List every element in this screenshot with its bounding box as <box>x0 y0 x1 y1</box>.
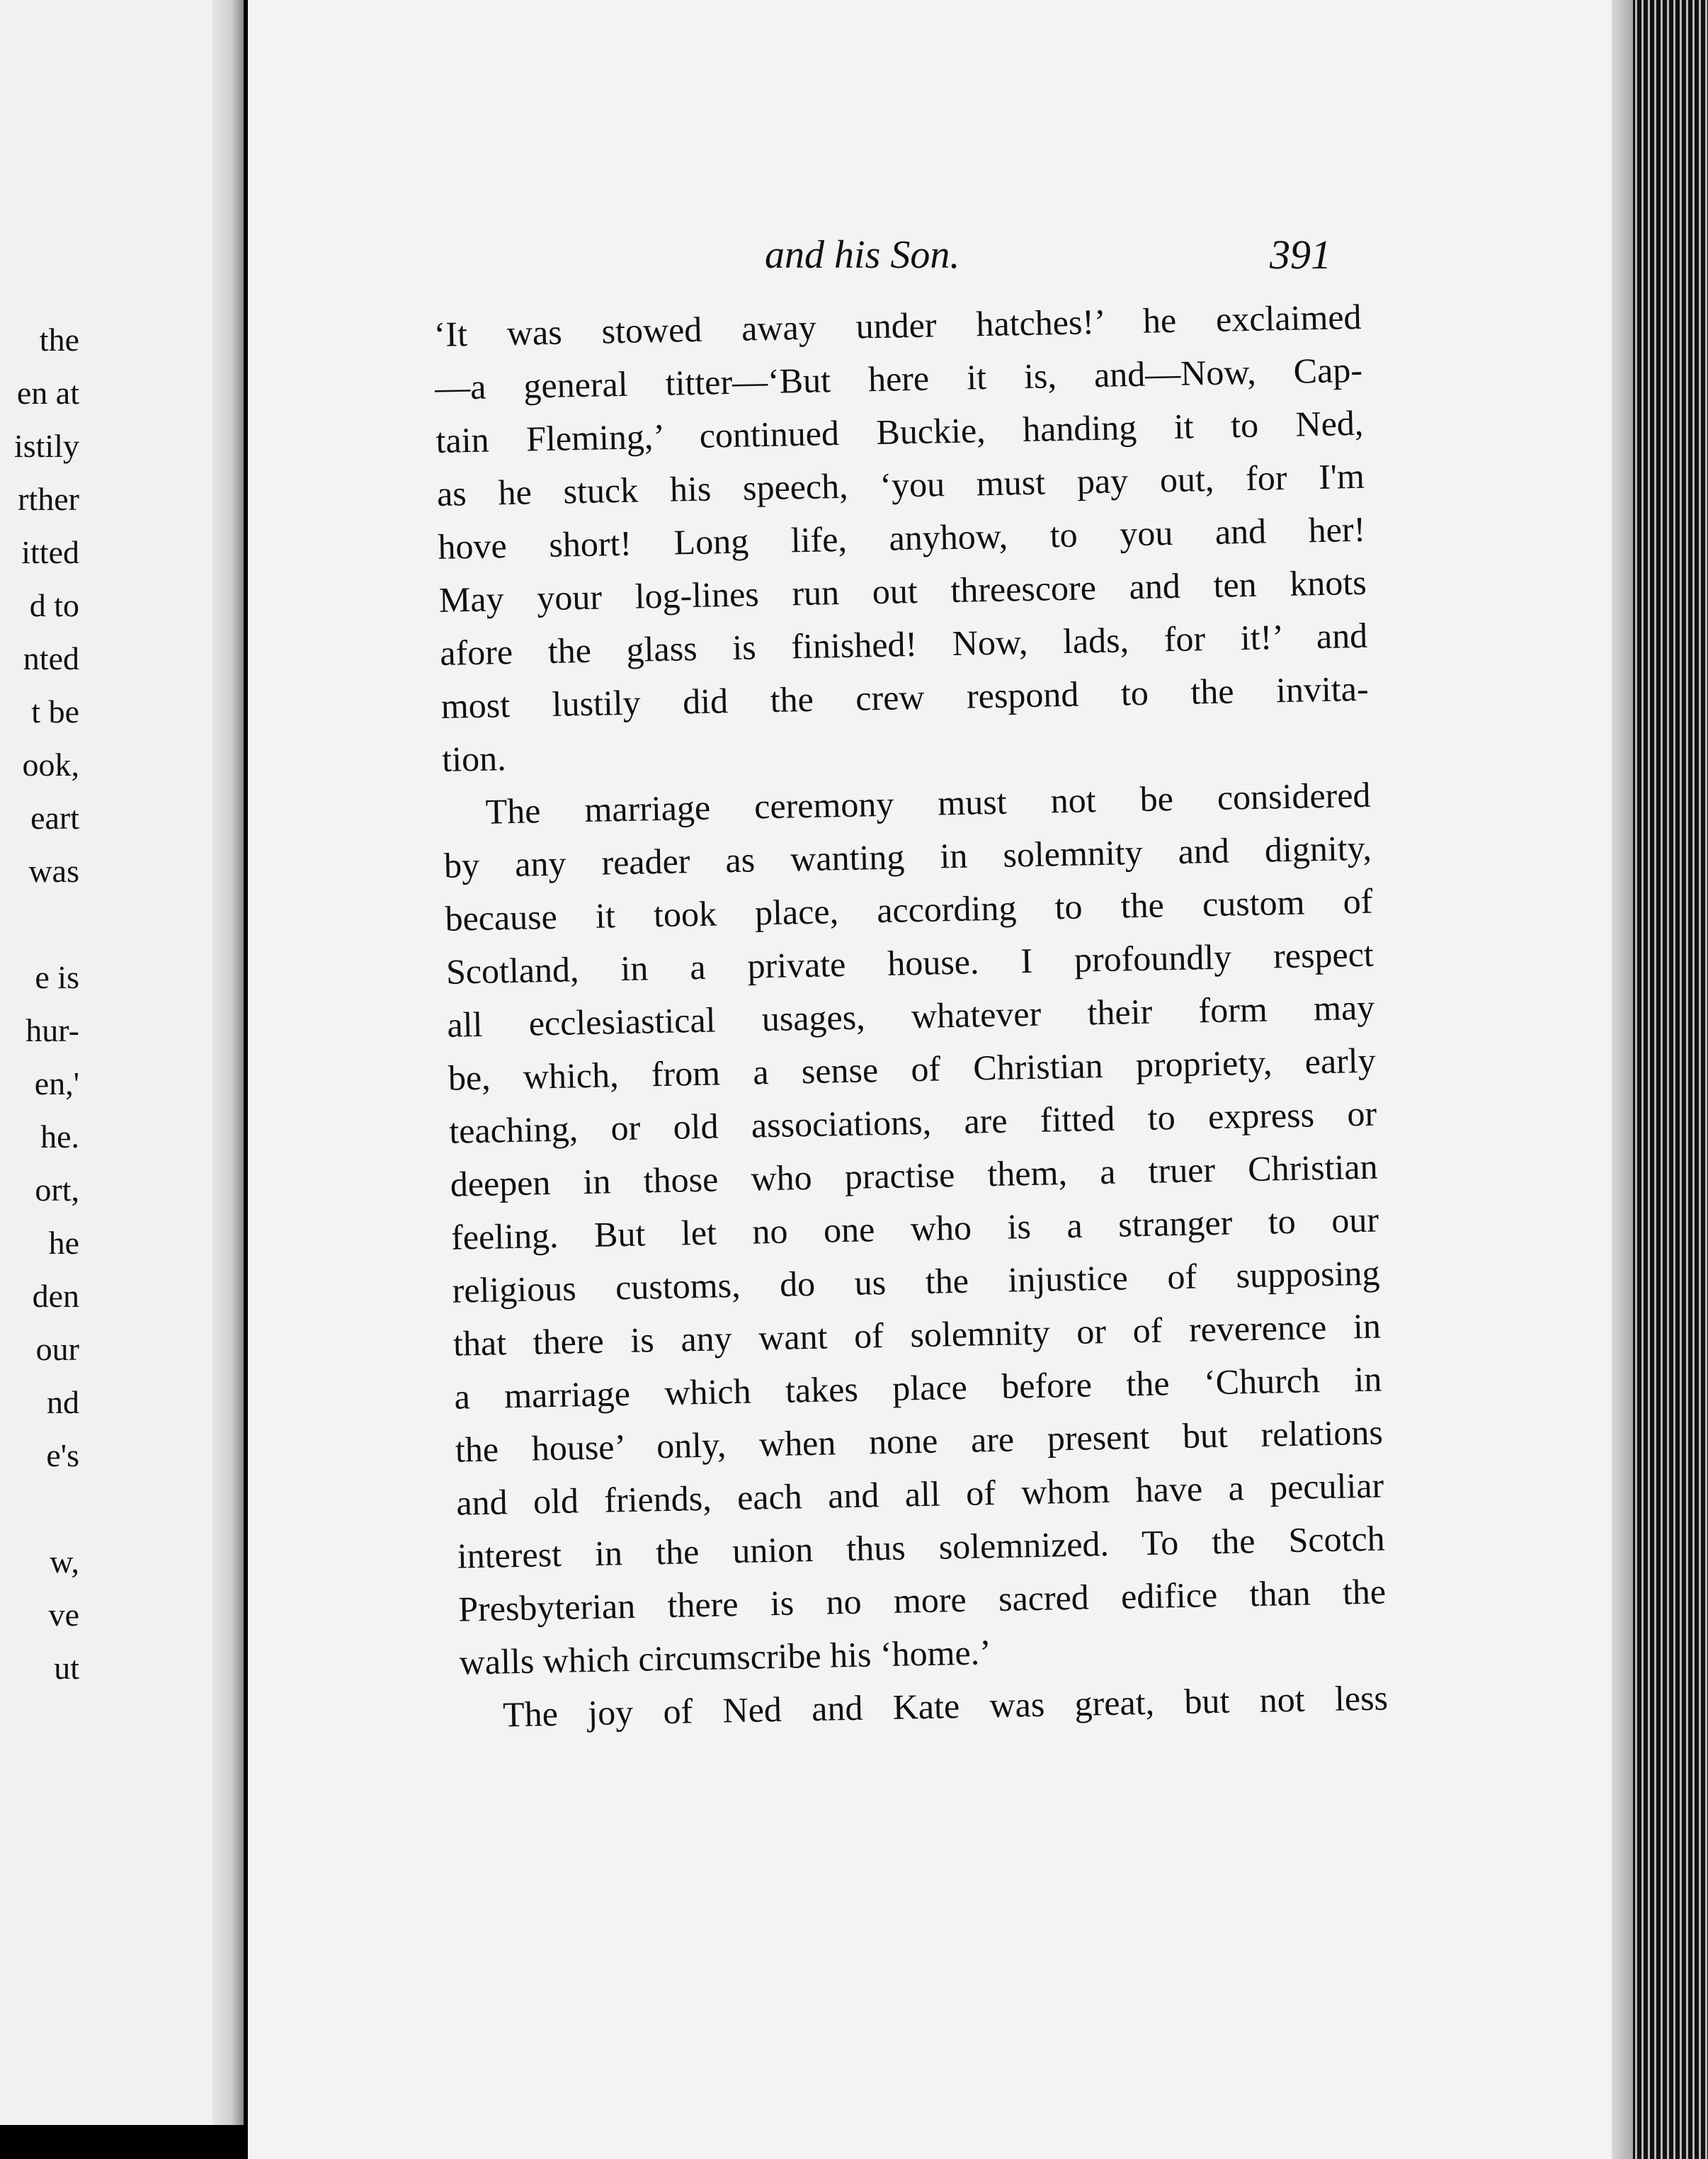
text-line: —a general titter—‘But here it is, and—Now, Cap- <box>434 349 1363 407</box>
text-line: interest in the union thus solemnized. To the Scotch <box>457 1518 1386 1576</box>
body-text <box>433 290 1389 1742</box>
left-page-line-fragment: eart <box>30 800 79 836</box>
left-page-line-fragment: ook, <box>22 747 79 783</box>
left-page-line-fragment <box>0 903 79 946</box>
text-line: Presbyterian there is no more sacred edifice than the <box>457 1571 1387 1629</box>
left-page-line-fragment: itted <box>21 534 79 570</box>
text-line: most lustily did the crew respond to the invita- <box>440 668 1370 726</box>
text-line: by any reader as wanting in solemnity and dignity, <box>443 827 1372 885</box>
left-page-line-fragment: den <box>32 1278 79 1314</box>
text-line: religious customs, do us the injustice of supposing <box>452 1252 1380 1310</box>
text-line: deepen in those who practise them, a truer Christian <box>450 1146 1379 1204</box>
text-line: feeling. But let no one who is a stranger to our <box>450 1199 1379 1257</box>
text-line: because it took place, according to the custom of <box>445 880 1373 939</box>
left-facing-page <box>0 0 241 2125</box>
left-page-line-fragment: en,' <box>34 1065 79 1101</box>
text-line: afore the glass is finished! Now, lads, for it!’ and <box>439 615 1368 673</box>
text-line: hove short! Long life, anyhow, to you and her! <box>437 509 1366 567</box>
book-gutter <box>212 0 244 2125</box>
text-line: the house’ only, when none are present but relations <box>455 1412 1384 1470</box>
left-page-line-fragment: t be <box>31 693 79 730</box>
text-line: teaching, or old associations, are fitted to express or <box>448 1093 1377 1151</box>
text-line: tain Fleming,’ continued Buckie, handing it to Ned, <box>435 402 1364 460</box>
left-page-line-fragment: he. <box>40 1118 79 1155</box>
left-page-line-fragment: e is <box>35 959 79 995</box>
left-page-line-fragment: w, <box>50 1543 79 1580</box>
left-page-line-fragment: hur- <box>25 1012 79 1048</box>
page-edge-shadow <box>1612 0 1633 2159</box>
page-header <box>765 223 1331 287</box>
left-page-line-fragment: en at <box>16 375 79 411</box>
left-page-line-fragment: nd <box>47 1384 79 1420</box>
left-page-line-fragment: ut <box>54 1650 79 1686</box>
paragraph <box>433 290 1370 786</box>
running-head: and his Son. <box>765 233 960 277</box>
text-line: that there is any want of solemnity or of reverence in <box>452 1305 1382 1364</box>
text-line: The joy of Ned and Kate was great, but not less <box>502 1677 1389 1735</box>
text-line: all ecclesiastical usages, whatever their form may <box>446 987 1375 1045</box>
page-number: 391 <box>1270 232 1331 278</box>
left-page-line-fragment: ort, <box>35 1172 79 1208</box>
text-line: The marriage ceremony must not be considered <box>485 774 1371 832</box>
left-page-line-fragment: he <box>48 1225 79 1261</box>
text-line: be, which, from a sense of Christian propriety, early <box>448 1040 1377 1098</box>
left-page-line-fragment: istily <box>13 428 79 464</box>
left-page-line-fragment: nted <box>23 640 79 676</box>
text-line: a marriage which takes place before the ‘Church in <box>453 1359 1382 1417</box>
left-page-line-fragment: was <box>28 853 79 889</box>
paragraph <box>443 769 1387 1689</box>
text-line: as he stuck his speech, ‘you must pay out, for I'm <box>436 455 1365 514</box>
text-line: ‘It was stowed away under hatches!’ he exclaimed <box>433 296 1362 354</box>
text-line: Scotland, in a private house. I profoundly respect <box>445 934 1374 992</box>
left-page-line-fragment: the <box>39 322 79 358</box>
text-line: and old friends, each and all of whom have a peculiar <box>455 1465 1384 1523</box>
left-page-line-fragment <box>0 1488 79 1530</box>
left-page-line-fragment: e's <box>46 1437 79 1473</box>
left-page-line-fragment: ve <box>48 1597 79 1633</box>
text-line: tion. <box>441 738 507 779</box>
text-line: May your log-lines run out threescore and ten knots <box>438 562 1367 620</box>
left-page-line-fragment: rther <box>18 481 79 517</box>
left-page-line-fragment: d to <box>29 587 79 623</box>
left-page-line-fragment: our <box>35 1331 79 1367</box>
text-line: walls which circumscribe his ‘home.’ <box>459 1632 992 1682</box>
